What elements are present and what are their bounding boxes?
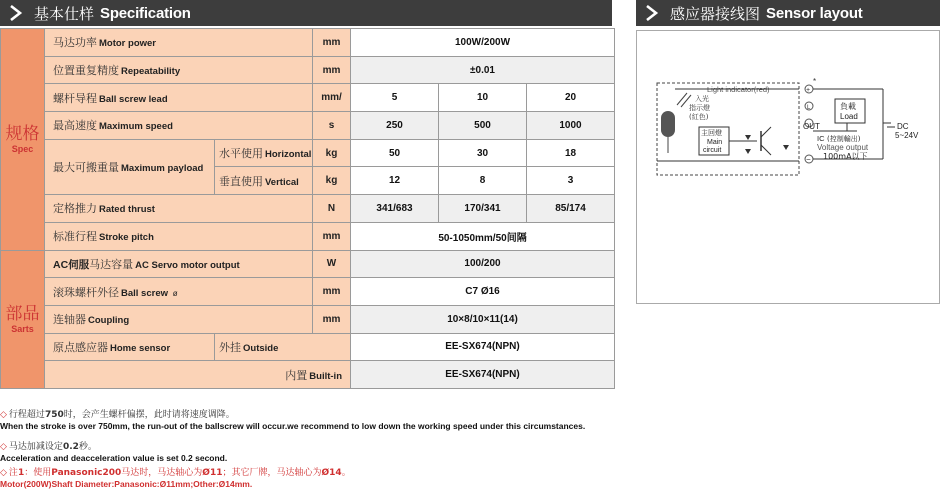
row-value: 12 (351, 167, 439, 195)
row-value: 50 (351, 139, 439, 167)
svg-text:Voltage output: Voltage output (817, 143, 869, 152)
note-stroke: ◇ 行程超过750时，会产生螺杆偏摆，此时请将速度调降。 When the stroke is over 750mm, the run-out of the ballscrew will occur.we recommend to low down the working speed under this circumstances. (0, 410, 586, 431)
row-unit: mm (313, 222, 351, 250)
row-label: 螺杆导程 Ball screw lead (45, 84, 313, 112)
row-label: 定格推力 Rated thrust (45, 195, 313, 223)
svg-text:L: L (807, 105, 811, 111)
table-row (1, 195, 615, 223)
row-label: 标准行程 Stroke pitch (45, 222, 313, 250)
row-unit: kg (313, 167, 351, 195)
row-value: EE-SX674(NPN) (351, 361, 615, 389)
chevron-right-icon (4, 0, 28, 26)
group-parts-cn: 部品 (5, 304, 40, 325)
row-value: 10×8/10×11(14) (351, 305, 615, 333)
row-label: 最高速度 Maximum speed (45, 112, 313, 140)
svg-text:(紅色): (紅色) (689, 113, 709, 121)
group-parts (1, 250, 45, 388)
table-row (1, 56, 615, 84)
svg-text:指示燈: 指示燈 (689, 104, 710, 112)
svg-text:100mA以下: 100mA以下 (823, 152, 868, 161)
svg-text:*: * (813, 77, 817, 86)
row-label: 马达功率 Motor power (45, 29, 313, 57)
svg-text:−: − (806, 155, 811, 164)
row-value: 100W/200W (351, 29, 615, 57)
table-row (1, 139, 615, 167)
svg-text:+: + (806, 87, 811, 94)
svg-text:DC: DC (897, 122, 909, 131)
table-row (1, 29, 615, 57)
svg-text:circuit: circuit (703, 147, 722, 154)
spec-header-en: Specification (100, 4, 191, 22)
row-label: 滚珠螺杆外径 Ball screw ø (45, 278, 313, 306)
sensor-header-cn: 感应器接线图 (670, 4, 761, 23)
row-label: 位置重复精度 Repeatability (45, 56, 313, 84)
row-value: 100/200 (351, 250, 615, 278)
row-unit: mm/ (313, 84, 351, 112)
table-row (1, 333, 615, 361)
row-sublabel: 垂直使用 Vertical (215, 167, 313, 195)
light-indicator-label: Light indicator(red) (707, 85, 770, 94)
row-value: 30 (439, 139, 527, 167)
row-unit: N (313, 195, 351, 223)
table-row (1, 305, 615, 333)
row-sublabel: 水平使用 Horizontal (215, 139, 313, 167)
row-unit: mm (313, 278, 351, 306)
svg-text:(控制輸出): (控制輸出) (827, 135, 861, 143)
row-value: ±0.01 (351, 56, 615, 84)
chevron-right-icon (640, 0, 664, 26)
spec-header (0, 0, 612, 26)
row-value: 85/174 (527, 195, 615, 223)
led-icon (661, 111, 675, 137)
table-row (1, 84, 615, 112)
row-value: 20 (527, 84, 615, 112)
svg-text:IC: IC (817, 134, 825, 143)
spec-table (0, 28, 615, 389)
row-unit: W (313, 250, 351, 278)
row-value: 341/683 (351, 195, 439, 223)
row-sublabel: 外挂 Outside (215, 333, 351, 361)
row-unit: s (313, 112, 351, 140)
group-spec-cn: 规格 (5, 124, 40, 145)
row-value: 1000 (527, 112, 615, 140)
svg-text:負載: 負載 (840, 102, 856, 111)
table-row (1, 112, 615, 140)
row-label: 最大可搬重量 Maximum payload (45, 139, 215, 194)
row-unit: mm (313, 305, 351, 333)
svg-text:入光: 入光 (695, 95, 709, 103)
row-label: AC伺服马达容量 AC Servo motor output (45, 250, 313, 278)
table-row (1, 278, 615, 306)
svg-text:Main: Main (707, 139, 723, 146)
row-label: 原点感应器 Home sensor (45, 333, 215, 361)
svg-text:主回燈: 主回燈 (701, 129, 722, 137)
svg-text:5~24V: 5~24V (895, 131, 919, 140)
sensor-header (636, 0, 940, 26)
row-unit: kg (313, 139, 351, 167)
table-row (1, 361, 615, 389)
note-accel: ◇ 马达加减设定0.2秒。 Acceleration and deacceleration value is set 0.2 second. (0, 442, 228, 463)
row-sublabel: 内置 Built-in (45, 361, 351, 389)
spec-header-cn: 基本仕样 (34, 4, 95, 23)
note-shaft: ◇ 注1：使用Panasonic200马达时，马达轴心为Ø11；其它厂牌，马达轴心为Ø14。 Motor(200W)Shaft Diameter:Panasonic:Ø11mm;Other:Ø14mm. (0, 468, 351, 489)
row-value: 500 (439, 112, 527, 140)
svg-text:OUT: OUT (803, 122, 820, 131)
group-parts-en: Sarts (11, 324, 34, 335)
row-value: 5 (351, 84, 439, 112)
row-value: 50-1050mm/50间隔 (351, 222, 615, 250)
sensor-diagram (636, 30, 940, 304)
row-value: 250 (351, 112, 439, 140)
group-spec (1, 29, 45, 251)
group-spec-en: Spec (11, 144, 34, 155)
row-value: 3 (527, 167, 615, 195)
svg-text:Load: Load (840, 112, 858, 121)
table-row (1, 250, 615, 278)
sensor-header-en: Sensor layout (766, 4, 863, 22)
row-unit: mm (313, 29, 351, 57)
row-value: 170/341 (439, 195, 527, 223)
row-value: 10 (439, 84, 527, 112)
row-unit: mm (313, 56, 351, 84)
row-label: 连轴器 Coupling (45, 305, 313, 333)
row-value: C7 Ø16 (351, 278, 615, 306)
row-value: EE-SX674(NPN) (351, 333, 615, 361)
row-value: 18 (527, 139, 615, 167)
row-value: 8 (439, 167, 527, 195)
table-row (1, 222, 615, 250)
